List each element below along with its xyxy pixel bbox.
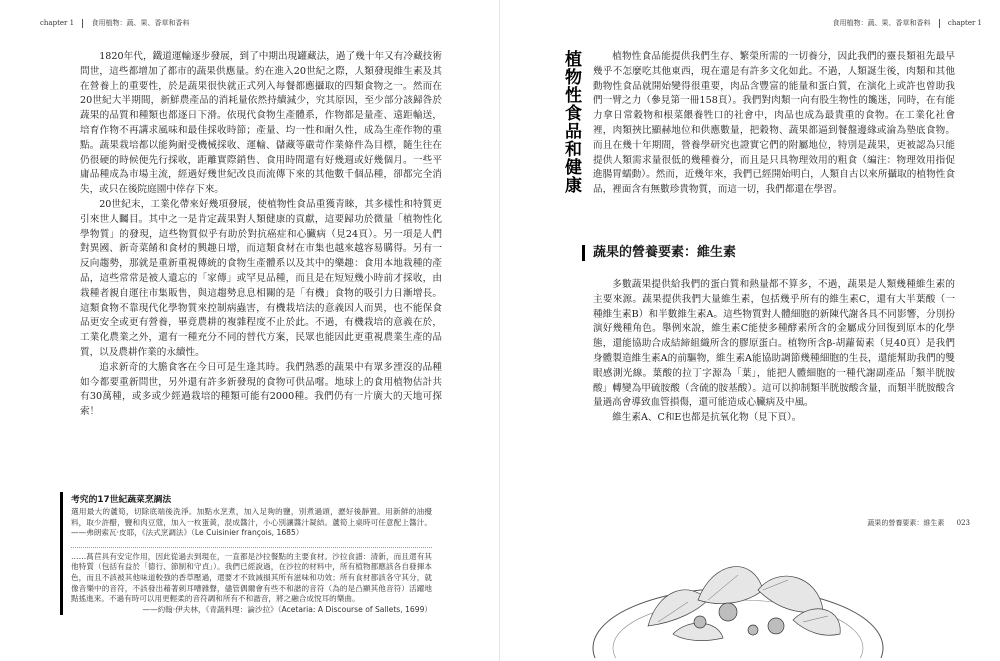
paragraph: 1820年代，鐵道運輸逐步發展，到了中期出現罐藏法，過了幾十年又有冷藏技術問世，這些都增加了都市的蔬果供應量。約在進入20世紀之際，人類發現維生素及其在營養上的重要性，於是蔬果很快就正式列入每餐都應攝取的四類食物之一。然而在20世紀大半期間，新鮮農產品的消耗量依然持續減少，究其原因，至少部分該歸咎於蔬果的品質和種類也都逐日下滑。依現代食物生產體系，作物都是量產、遠距輸送，培育作物不再講求風味和最佳採收時節；產量、均一性和耐久性，成為生產作物的重點。蔬果栽培都以能夠耐受機械採收、運輸、儲藏等嚴苛作業條件為目標，隨生往在仍很硬的時候便先行採收，距離實際銷售、食用時間還有好幾週或好幾個月。一些平庸品種成為市場主流，經過好幾世紀改良而流傳下來的其他數千個品種，卻都完全消失，或只在後院庭園中倖存下來。 [80, 51, 442, 196]
header-divider [939, 19, 940, 28]
paragraph: 植物性食品能提供我們生存、繁榮所需的一切養分，因此我們的靈長類祖先最早幾乎不怎麼吃其他東西，現在還是有許多文化如此。不過，人類誕生後，肉類和其他動物性食品就開始變得很重要，肉品含豐富的能量和蛋白質，在演化上或許也曾助我們一臂之力（參見第一冊158頁）。我們對肉類一向有股生物性的饞迷，同時，在有能力拿日常穀物和根菜餵養牲口的社會中，肉品也成為最貴重的食物。在工業化社會裡，肉類挾比顯赫地位和供應數量，把穀物、蔬果都逼到餐盤邊緣或淪為墊底食物。而且在幾十年期間，營養學研究也證實它們的附屬地位，特別是蔬果，更被認為只能提供人類需求量很低的幾種養分，而且是只具物理效用的粗食（編注：物理效用指促進腸胃蠕動）。然而，近幾年來，我們已經開始明白，人類自古以來所攝取的植物性食品，裡面含有無數珍貴物質，而這一切，我們都還在學習。 [593, 51, 955, 196]
page-footer [867, 518, 970, 528]
vitamins-text [593, 278, 955, 426]
section-label: 食用植物：蔬、果、香草和香料 [832, 19, 931, 27]
health-intro-text [593, 50, 955, 198]
sidebar-title: 考究的17世紀蔬菜烹調法 [71, 495, 172, 505]
page-number: 023 [956, 519, 970, 527]
sidebar-citation: ——約翰·伊夫林，《青蔬料理：論沙拉》（Acetaria: A Discourse of Sallets, 1699） [142, 604, 432, 614]
paragraph: 多數蔬果提供給我們的蛋白質和熱量都不算多，不過，蔬果是人類幾種維生素的主要來源。蔬果提供我們大量維生素，包括幾乎所有的維生素C，還有大半葉酸（一種維生素B）和半數維生素A。這些物質對人體細胞的新陳代謝各具不同影響，分別扮演好幾種角色。舉例來說，維生素C能使多種酵素所含的金屬成分回復到原本的化學態，還能協助合成結締組織所含的膠原蛋白。植物所含β-胡蘿蔔素（見40頁）是我們身體製造維生素A的前驅物，維生素A能協助調節幾種細胞的生長，還能幫助我們的雙眼感測光線。葉酸的拉丁字源為「葉」，能把人體細胞的一種代謝副產品「類半胱胺酸」轉變為甲硫胺酸（含硫的胺基酸）。這可以抑制類半胱胺酸含量，而類半胱胺酸含量過高會導致血管損傷，還可能造成心臟病及中風。 [593, 279, 955, 409]
recipe-sidebar [60, 492, 432, 615]
sidebar-quote-asparagus: 選用最大的蘆筍，切除底端後洗淨。加點水烹煮，加入足夠的鹽，別煮過頭，瀝好後靜置。用新鮮的油攪料，取少許醋，鹽和肉豆蔻，加入一枚蛋黃，混成醬汁，小心別讓醬汁凝結。蘆筍上桌時可任意配上醬汁。——弗朗索瓦·皮耶，《法式烹調法》（Le Cuisinier françois, 1685） [71, 507, 432, 538]
left-main-text [80, 50, 442, 420]
section-subheading: 蔬果的營養要素：維生素 [582, 245, 952, 261]
left-running-header [40, 18, 190, 28]
paragraph: 追求新奇的大膽食客在今日可是生逢其時。我們熟悉的蔬果中有眾多湮沒的品種如今都要重新問世，另外還有許多新發現的食物可供品嚐。地球上的食用植物估計共有30萬種，或多或少經過栽培的種類可能有2000種。我們仍有一片廣大的天地可探索！ [80, 361, 442, 418]
vertical-section-title: 植物性食品和健康 [561, 50, 581, 194]
paragraph: 維生素A、C和E也都是抗氧化物（見下頁）。 [612, 412, 802, 424]
header-divider [82, 19, 83, 28]
chapter-label: chapter 1 [947, 19, 982, 27]
chapter-label: chapter 1 [40, 19, 75, 27]
section-label: 食用植物：蔬、果、香草和香料 [91, 19, 190, 27]
paragraph: 20世紀末，工業化帶來好幾項發展，使植物性食品重獲青睞，其多樣性和特質更引來世人矚目。其中之一是肯定蔬果對人類健康的貢獻，這要歸功於微量「植物性化學物質」的發現，這些物質似乎有助於對抗癌症和心臟病（見24頁）。另一項是人們對異國、新奇菜餚和食材的興趣日增，而這類食材在市集也越來越容易購得。另有一反向趨勢，那就是重新重視傳統的食物生產體系以及其中的樂趣：食用本地栽種的產品，這些常常是被人遺忘的「家傳」或罕見品種，而且是在短短幾小時前才採收，由栽種者親自運往市集販售，與這趨勢息息相關的是「有機」食物的吸引力日漸增長。這類食物不靠現代化學物質來控制病蟲害，有機栽培法的意義因人而異，也不能保食品更安全或更有營養，畢竟農耕的複雜程度不止於此。不過，有機栽培的意義在於，工業化農業之外，還有一種充分不同的替代方案，民眾也能因此更重視農業生產的品質，以及農耕作業的永續性。 [80, 198, 442, 358]
salad-plate-illustration [588, 530, 888, 658]
footer-section-label: 蔬果的營養要素：維生素 [867, 519, 945, 527]
right-running-header [832, 18, 982, 28]
right-page [500, 0, 1000, 661]
sidebar-quote-salad: ……萵苣具有安定作用，因此從過去到現在，一直都是沙拉餐點的主要食材。沙拉食譜：清新，而且還有其他特質（包括有益於「德行、節制和守貞」）。我們已經說過，在沙拉的材料中，所有植物都應該各自發揮本色，而且不該被其他味道較強的香草壓過，還要才不致減損其所有滋味和功效；所有食材都該各守其分，就像音樂中的音符，不該發出藉著刺耳嘈雜聲，儘管偶爾會有些不和諧的音符（為的是凸顯其他音符）活躍地點搖進來。不過有時可以用更輕柔的音符調和所有不和諧音，將之融合成悅耳的樂曲。 [71, 547, 432, 605]
